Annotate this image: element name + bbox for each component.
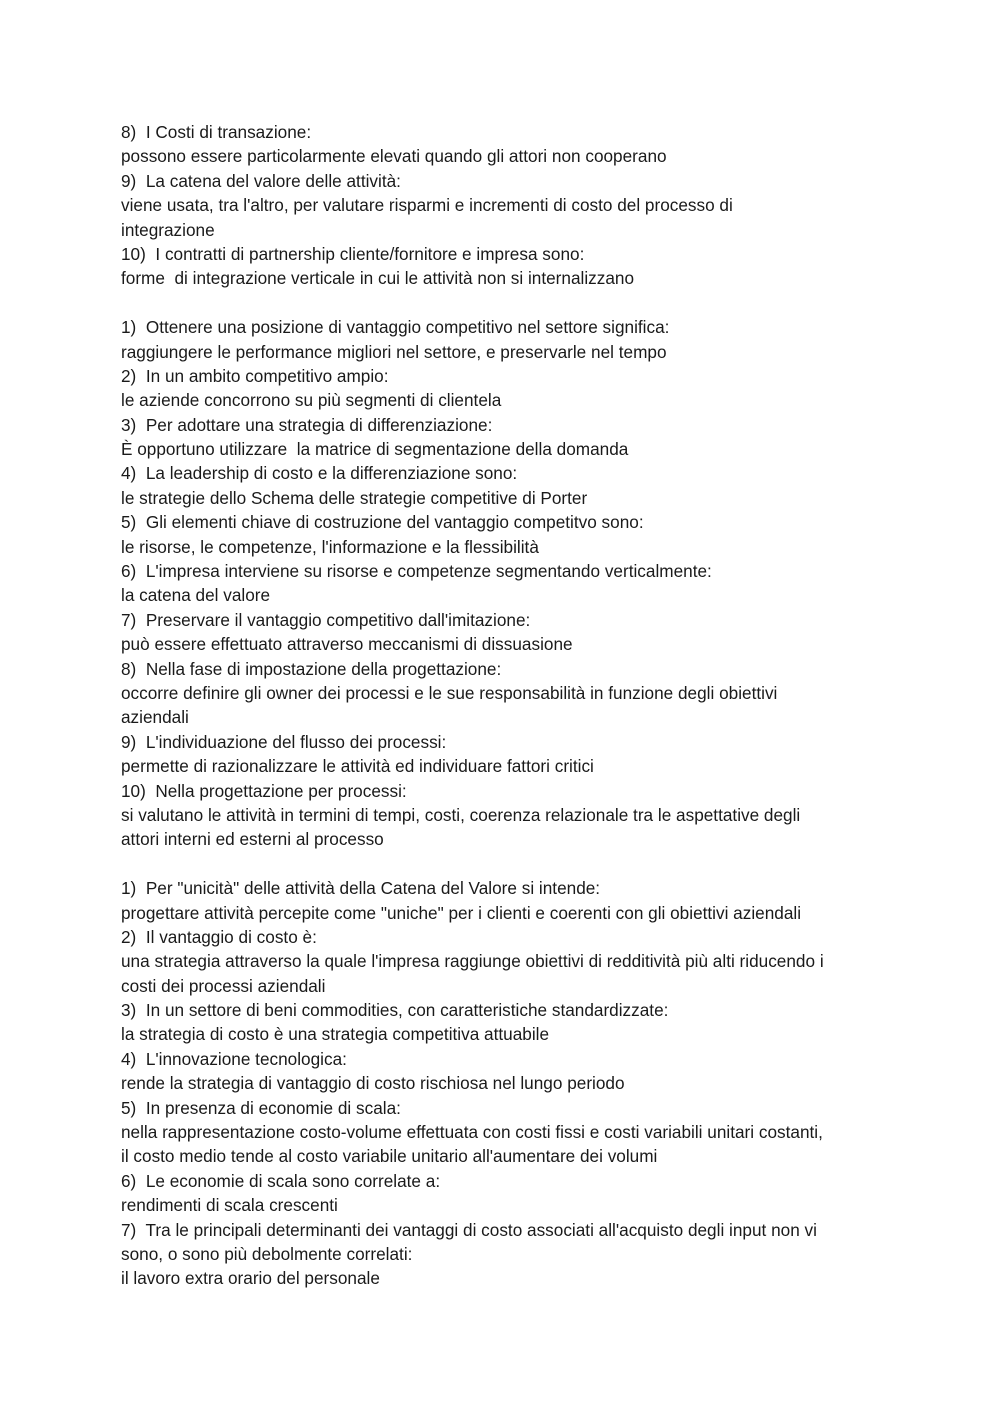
question-line: 9) La catena del valore delle attività: [121,170,401,191]
question-line: 3) Per adottare una strategia di differenziazione: [121,414,493,435]
answer-line: aziendali [121,707,189,728]
question-line: 4) La leadership di costo e la differenziazione sono: [121,463,518,484]
question-line: 2) In un ambito competitivo ampio: [121,365,389,386]
question-line: 6) Le economie di scala sono correlate a: [121,1170,441,1191]
question-line: 10) Nella progettazione per processi: [121,780,407,801]
question-line: 6) L'impresa interviene su risorse e competenze segmentando verticalmente: [121,561,712,582]
answer-line: attori interni ed esterni al processo [121,829,384,850]
question-line: 3) In un settore di beni commodities, con caratteristiche standardizzate: [121,1000,669,1021]
answer-line: progettare attività percepite come "uniche" per i clienti e coerenti con gli obiettivi aziendali [121,902,802,923]
answer-line: rendimenti di scala crescenti [121,1195,338,1216]
question-line: 9) L'individuazione del flusso dei processi: [121,731,447,752]
question-line: 8) I Costi di transazione: [121,122,312,142]
answer-line: una strategia attraverso la quale l'impresa raggiunge obiettivi di redditività più alti riducendo i [121,951,824,972]
section-transaction-costs [121,120,911,291]
answer-line: rende la strategia di vantaggio di costo rischiosa nel lungo periodo [121,1073,625,1094]
answer-line: le aziende concorrono su più segmenti di clientela [121,390,502,411]
question-line: sono, o sono più debolmente correlati: [121,1243,413,1264]
answer-line: si valutano le attività in termini di tempi, costi, coerenza relazionale tra le aspettative degli [121,804,801,825]
paragraph-spacer [121,291,911,315]
question-line: 4) L'innovazione tecnologica: [121,1048,347,1069]
answer-line: la catena del valore [121,585,271,606]
answer-line: nella rappresentazione costo-volume effettuata con costi fissi e costi variabili unitari costanti, [121,1122,823,1143]
question-line: 10) I contratti di partnership cliente/fornitore e impresa sono: [121,243,585,264]
question-line: 7) Preservare il vantaggio competitivo dall'imitazione: [121,609,531,630]
answer-line: può essere effettuato attraverso meccanismi di dissuasione [121,634,573,655]
question-line: 1) Per "unicità" delle attività della Catena del Valore si intende: [121,878,601,899]
section-cost-advantage [121,876,911,1291]
question-line: 8) Nella fase di impostazione della progettazione: [121,658,502,679]
answer-line: forme di integrazione verticale in cui le attività non si internalizzano [121,268,635,289]
document-body [121,120,911,1291]
answer-line: integrazione [121,219,215,240]
question-line: 7) Tra le principali determinanti dei vantaggi di costo associati all'acquisto degli input non vi [121,1219,817,1240]
answer-line: le strategie dello Schema delle strategie competitive di Porter [121,487,588,508]
section-competitive-advantage [121,315,911,852]
answer-line: occorre definire gli owner dei processi e le sue responsabilità in funzione degli obiettivi [121,682,778,703]
answer-line: il costo medio tende al costo variabile unitario all'aumentare dei volumi [121,1146,658,1167]
answer-line: costi dei processi aziendali [121,975,326,996]
question-line: 5) Gli elementi chiave di costruzione del vantaggio competitvo sono: [121,512,644,533]
answer-line: È opportuno utilizzare la matrice di segmentazione della domanda [121,439,629,460]
answer-line: le risorse, le competenze, l'informazione e la flessibilità [121,536,539,557]
question-line: 1) Ottenere una posizione di vantaggio competitivo nel settore significa: [121,317,670,338]
answer-line: raggiungere le performance migliori nel settore, e preservarle nel tempo [121,341,667,362]
question-line: 5) In presenza di economie di scala: [121,1097,401,1118]
answer-line: possono essere particolarmente elevati quando gli attori non cooperano [121,146,667,167]
answer-line: la strategia di costo è una strategia competitiva attuabile [121,1024,550,1045]
paragraph-spacer [121,852,911,876]
question-line: 2) Il vantaggio di costo è: [121,926,317,947]
answer-line: permette di razionalizzare le attività ed individuare fattori critici [121,756,594,777]
answer-line: viene usata, tra l'altro, per valutare risparmi e incrementi di costo del processo di [121,195,733,216]
answer-line: il lavoro extra orario del personale [121,1268,380,1289]
